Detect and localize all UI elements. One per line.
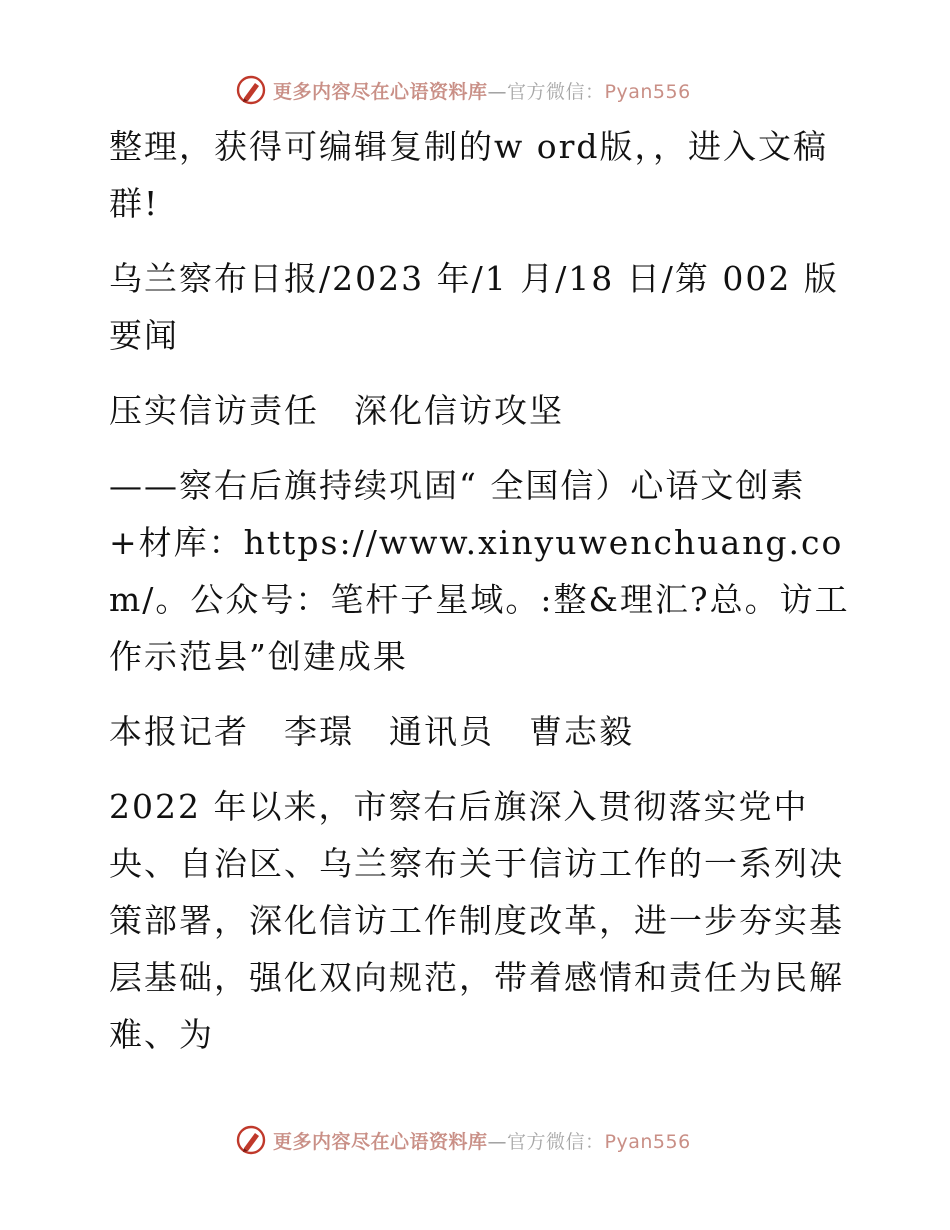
body-paragraph: 2022 年以来，市察右后旗深入贯彻落实党中央、自治区、乌兰察布关于信访工作的一系列决策部署，深化信访工作制度改革，进一步夯实基层基础，强化双向规范，带着感情和责任为民解难、为: [109, 787, 844, 1054]
pen-logo-icon: [235, 74, 267, 106]
watermark-wechat-label: 官方微信：: [507, 80, 605, 103]
watermark-account: Pyan556: [604, 80, 691, 103]
source-line: 乌兰察布日报/2023 年/1 月/18 日/第 002 版要闻: [109, 259, 839, 355]
watermark-text: [273, 1127, 691, 1154]
byline: 本报记者 李璟 通讯员 曹志毅: [109, 712, 634, 751]
intro-paragraph: 整理，获得可编辑复制的w ord版，，进入文稿群!: [109, 127, 829, 223]
watermark-brand: 更多内容尽在心语资料库: [273, 80, 488, 103]
watermark-account: Pyan556: [604, 1130, 691, 1153]
pen-logo-icon: [235, 1124, 267, 1156]
watermark-dash: —: [487, 80, 508, 103]
watermark-wechat-label: 官方微信：: [507, 1130, 605, 1153]
document-body: [97, 118, 857, 1063]
watermark-text: [273, 77, 691, 104]
header-watermark: [0, 70, 950, 110]
watermark-dash: —: [487, 1130, 508, 1153]
watermark-brand: 更多内容尽在心语资料库: [273, 1130, 488, 1153]
footer-watermark: [0, 1120, 950, 1160]
article-title: 压实信访责任 深化信访攻坚: [109, 391, 564, 430]
article-subtitle: ——察右后旗持续巩固“ 全国信）心语文创素+材库：https://www.xinyuwenchuang.com/。公众号：笔杆子星域。:整&理汇?总。访工作示范县”创建成果: [109, 466, 850, 676]
